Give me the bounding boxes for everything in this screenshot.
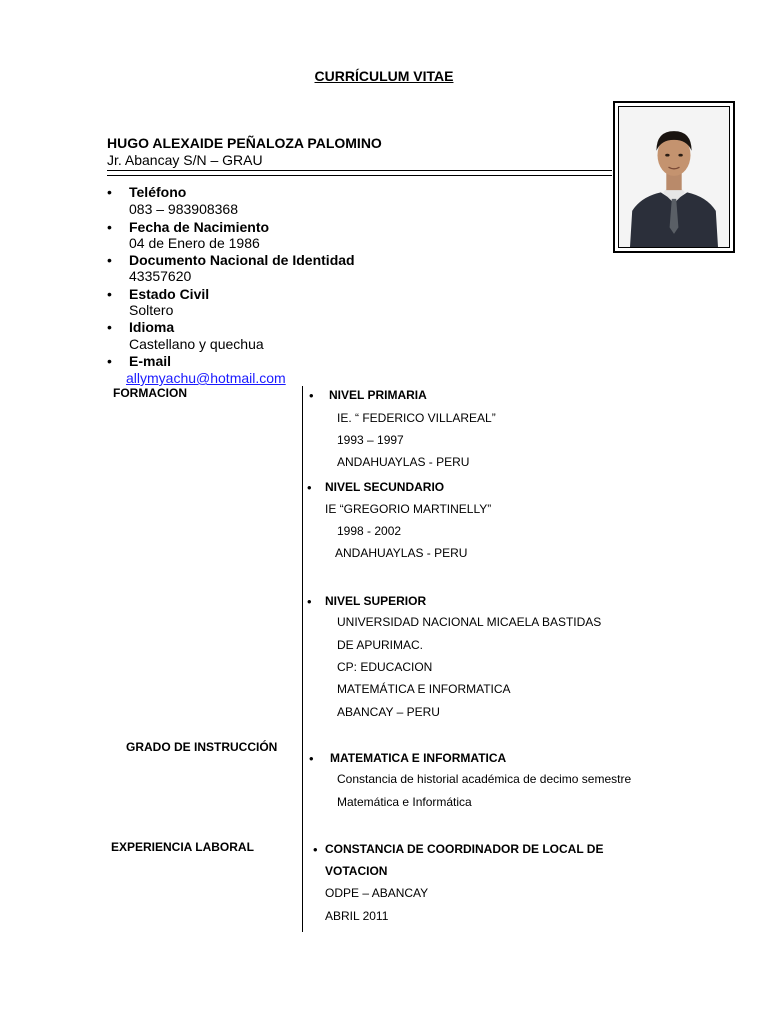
section-divider — [302, 386, 303, 932]
grado-title: GRADO DE INSTRUCCIÓN — [126, 740, 278, 754]
bullet-icon: • — [107, 353, 112, 369]
person-portrait-icon — [619, 107, 729, 247]
bullet-icon: • — [307, 594, 312, 609]
phone-value: 083 – 983908368 — [129, 201, 238, 217]
superior-line: UNIVERSIDAD NACIONAL MICAELA BASTIDAS — [337, 615, 602, 629]
experiencia-heading: CONSTANCIA DE COORDINADOR DE LOCAL DE — [325, 842, 604, 856]
email-label: E-mail — [129, 353, 172, 369]
header-rule-bottom — [107, 175, 612, 176]
language-value: Castellano y quechua — [129, 336, 264, 352]
bullet-icon: • — [107, 319, 112, 335]
primaria-line: IE. “ FEDERICO VILLAREAL” — [337, 411, 496, 425]
bullet-icon: • — [307, 480, 312, 495]
profile-photo — [618, 106, 730, 248]
secundaria-line: IE “GREGORIO MARTINELLY” — [325, 502, 492, 516]
primaria-heading: NIVEL PRIMARIA — [329, 388, 427, 402]
bullet-icon: • — [313, 842, 318, 857]
bullet-icon: • — [309, 388, 314, 403]
secundaria-heading: NIVEL SECUNDARIO — [325, 480, 445, 494]
formacion-title: FORMACION — [113, 386, 187, 400]
secundaria-line: 1998 - 2002 — [337, 524, 402, 538]
person-address: Jr. Abancay S/N – GRAU — [107, 152, 263, 168]
document-title: CURRÍCULUM VITAE — [314, 68, 454, 84]
civil-status-value: Soltero — [129, 302, 174, 318]
superior-line: ABANCAY – PERU — [337, 705, 440, 719]
email-link[interactable]: allymyachu@hotmail.com — [126, 370, 286, 386]
secundaria-line: ANDAHUAYLAS - PERU — [335, 546, 468, 560]
primaria-line: 1993 – 1997 — [337, 433, 404, 447]
primaria-line: ANDAHUAYLAS - PERU — [337, 455, 470, 469]
bullet-icon: • — [107, 219, 112, 235]
bullet-icon: • — [107, 252, 112, 268]
bullet-icon: • — [107, 184, 112, 200]
superior-line: DE APURIMAC. — [337, 638, 424, 652]
superior-line: MATEMÁTICA E INFORMATICA — [337, 682, 511, 696]
bullet-icon: • — [107, 286, 112, 302]
language-label: Idioma — [129, 319, 175, 335]
experiencia-heading-cont: VOTACION — [325, 864, 388, 878]
person-name: HUGO ALEXAIDE PEÑALOZA PALOMINO — [107, 135, 382, 151]
profile-photo-frame — [613, 101, 735, 253]
phone-label: Teléfono — [129, 184, 187, 200]
experiencia-title: EXPERIENCIA LABORAL — [111, 840, 254, 854]
header-rule-top — [107, 170, 612, 171]
civil-status-label: Estado Civil — [129, 286, 210, 302]
birthdate-value: 04 de Enero de 1986 — [129, 235, 260, 251]
grado-heading: MATEMATICA E INFORMATICA — [330, 751, 507, 765]
birthdate-label: Fecha de Nacimiento — [129, 219, 270, 235]
superior-line: CP: EDUCACION — [337, 660, 433, 674]
experiencia-line: ABRIL 2011 — [325, 909, 389, 923]
bullet-icon: • — [309, 751, 314, 766]
grado-line: Matemática e Informática — [337, 795, 472, 809]
dni-value: 43357620 — [129, 268, 192, 284]
grado-line: Constancia de historial académica de decimo semestre — [337, 772, 632, 786]
superior-heading: NIVEL SUPERIOR — [325, 594, 427, 608]
experiencia-line: ODPE – ABANCAY — [325, 886, 429, 900]
dni-label: Documento Nacional de Identidad — [129, 252, 355, 268]
